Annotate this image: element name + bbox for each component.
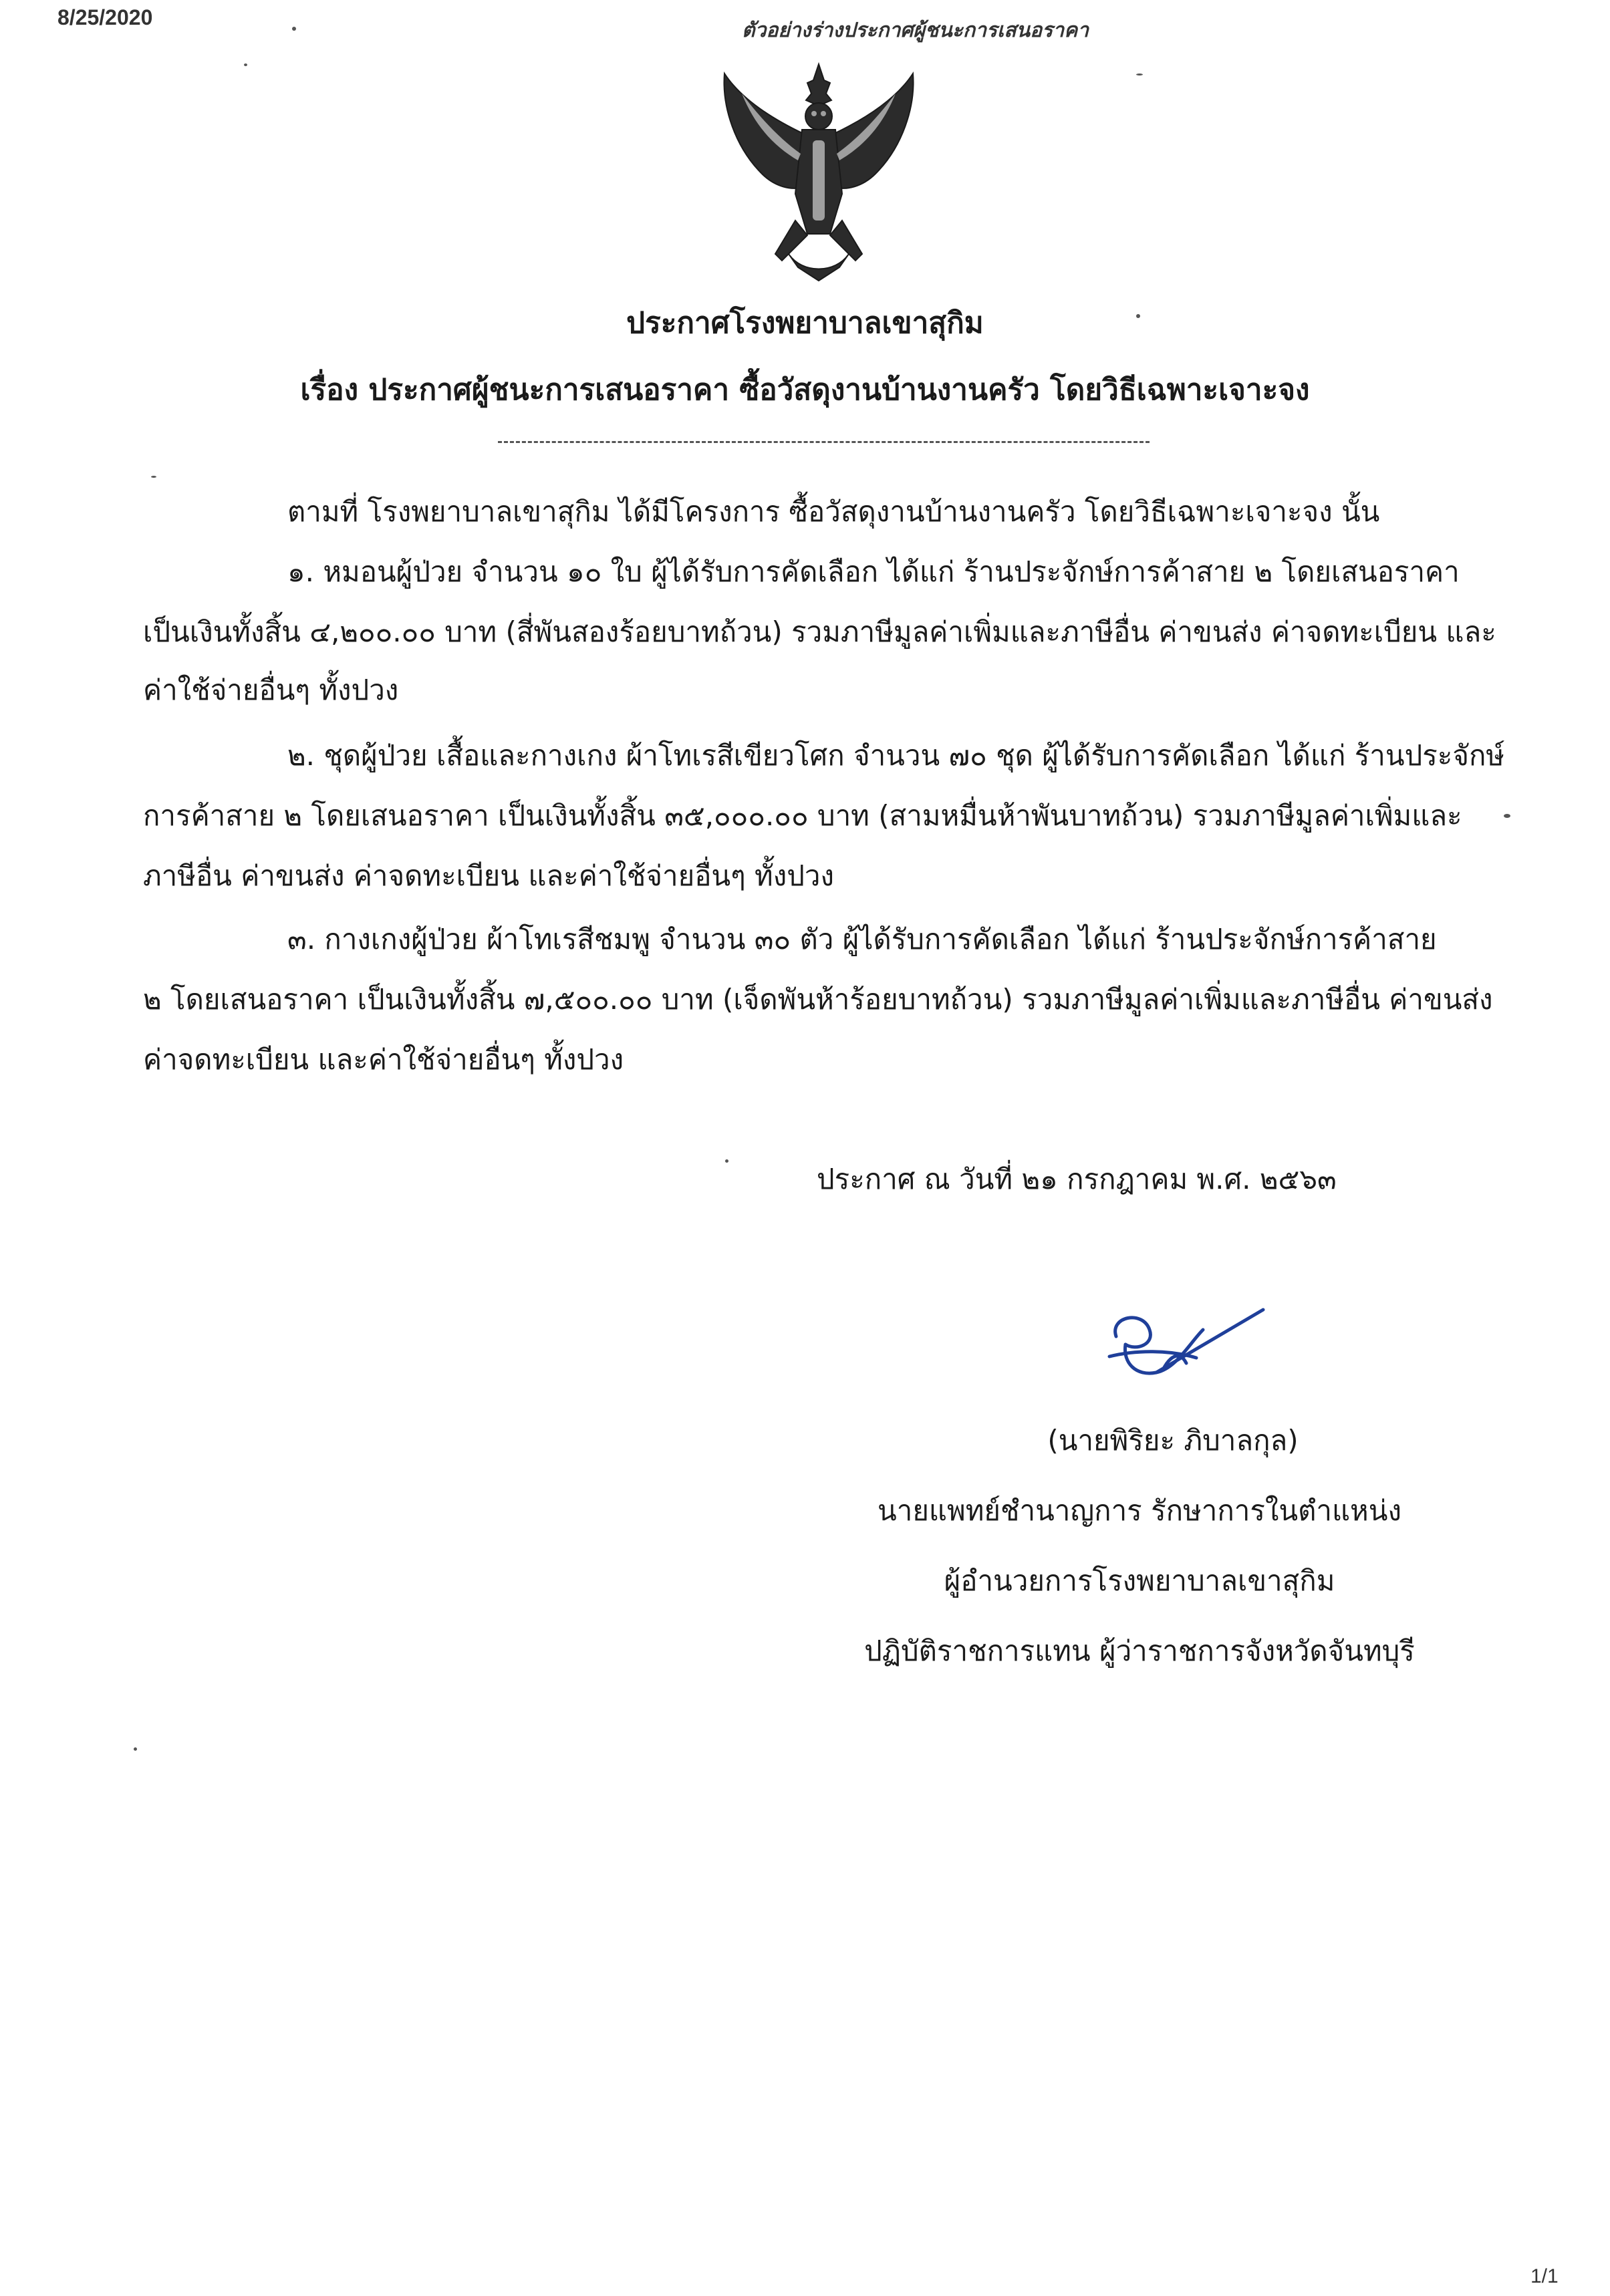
signatory-name: (นายพิริยะ ภิบาลกุล) [1047,1424,1299,1457]
item-3-line-1: ๓. กางเกงผู้ป่วย ผ้าโทเรสีชมพู จำนวน ๓๐ ตัว ผู้ได้รับการคัดเลือก ได้แก่ ร้านประจักษ์การค้าสาย [287,923,1437,956]
scan-speck [151,476,156,478]
announcement-title: ประกาศโรงพยาบาลเขาสุกิม [626,306,984,340]
item-2-line-3: ภาษีอื่น ค่าขนส่ง ค่าจดทะเบียน และค่าใช้จ่ายอื่นๆ ทั้งปวง [143,859,834,892]
garuda-emblem-icon [715,60,922,287]
signatory-position-2: ผู้อำนวยการโรงพยาบาลเขาสุกิม [944,1564,1335,1597]
scan-speck [1136,74,1143,76]
item-2-line-2: การค้าสาย ๒ โดยเสนอราคา เป็นเงินทั้งสิ้น ๓๕,๐๐๐.๐๐ บาท (สามหมื่นห้าพันบาทถ้วน) รวมภาษีมูลค่าเพิ่มและ [143,799,1462,832]
handwritten-signature-icon [1096,1303,1270,1397]
scan-speck [1504,814,1510,818]
intro-paragraph: ตามที่ โรงพยาบาลเขาสุกิม ได้มีโครงการ ซื้อวัสดุงานบ้านงานครัว โดยวิธีเฉพาะเจาะจง นั้น [287,495,1380,528]
scan-speck [725,1159,728,1163]
item-3-line-3: ค่าจดทะเบียน และค่าใช้จ่ายอื่นๆ ทั้งปวง [143,1043,624,1076]
item-1-line-1: ๑. หมอนผู้ป่วย จำนวน ๑๐ ใบ ผู้ได้รับการคัดเลือก ได้แก่ ร้านประจักษ์การค้าสาย ๒ โดยเสนอราคา [287,555,1460,588]
item-2-line-1: ๒. ชุดผู้ป่วย เสื้อและกางเกง ผ้าโทเรสีเขียวโศก จำนวน ๗๐ ชุด ผู้ได้รับการคัดเลือก ได้แก่ ร้านประจักษ์ [287,739,1505,772]
signatory-position-3: ปฏิบัติราชการแทน ผู้ว่าราชการจังหวัดจันทบุรี [864,1634,1415,1667]
announcement-date: ประกาศ ณ วันที่ ๒๑ กรกฎาคม พ.ศ. ๒๕๖๓ [817,1163,1337,1195]
dashed-divider [498,441,1150,443]
scan-speck [244,63,247,66]
item-3-line-2: ๒ โดยเสนอราคา เป็นเงินทั้งสิ้น ๗,๕๐๐.๐๐ บาท (เจ็ดพันห้าร้อยบาทถ้วน) รวมภาษีมูลค่าเพิ่มและภาษีอื่น ค่าขนส่ง [143,983,1493,1016]
print-date: 8/25/2020 [57,5,153,29]
item-1-line-2: เป็นเงินทั้งสิ้น ๔,๒๐๐.๐๐ บาท (สี่พันสองร้อยบาทถ้วน) รวมภาษีมูลค่าเพิ่มและภาษีอื่น ค่าขนส่ง ค่าจดทะเบียน และ [143,615,1496,648]
running-header-title: ตัวอย่างร่างประกาศผู้ชนะการเสนอราคา [742,19,1089,42]
signatory-position-1: นายแพทย์ชำนาญการ รักษาการในตำแหน่ง [878,1494,1401,1527]
item-1-line-3: ค่าใช้จ่ายอื่นๆ ทั้งปวง [143,674,399,706]
page-number: 1/1 [1530,2265,1559,2287]
scan-speck [1136,314,1140,318]
scan-speck [292,27,296,31]
announcement-subject: เรื่อง ประกาศผู้ชนะการเสนอราคา ซื้อวัสดุงานบ้านงานครัว โดยวิธีเฉพาะเจาะจง [300,373,1310,407]
scan-speck [134,1747,137,1751]
